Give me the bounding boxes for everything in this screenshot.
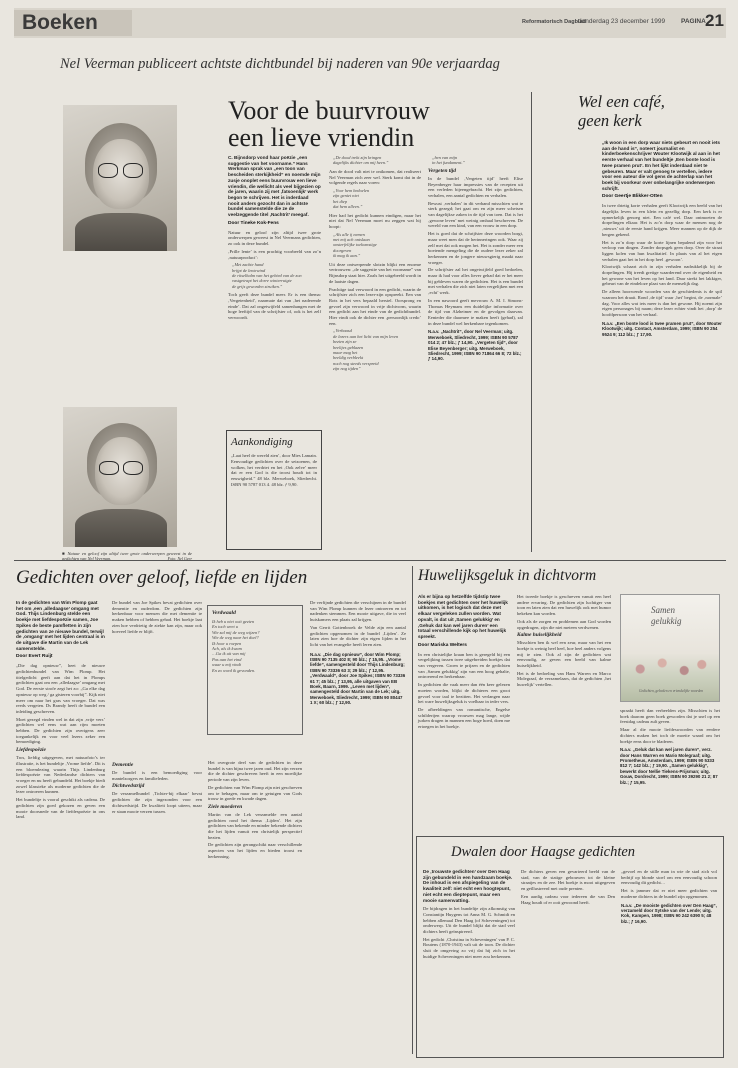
announcement-box (226, 430, 322, 550)
paragraph: De verfijnde gedichten die verschijnen in de bundel van Wim Plomp kunnen de lezer ontroeren en tot nadenken stemmen. Een mooie uitgave, die in veel huiskamers een plaats zal krijgen. (310, 600, 406, 623)
poem-box-text: Ik heb u niet ooit gezien En toch weet u Wie zal mij de weg wijzen? Wie de weg naar het doel? Ik hoor u roepen Ach, als ik kwam …Ga ik uit van mij Pas aan het eind waar u mij vindt En zo word ik gevonden. (212, 619, 260, 673)
article3-col2 (517, 594, 611, 690)
poem-excerpt: „Voor hem bedoelen zijn geniet niet het diep dat hem alleen.” (333, 187, 370, 210)
article1-col3 (428, 155, 523, 362)
paragraph: De schrijfster zal het ongetwijfeld goed bedoelen, maar ik had voor alles liever gehad dat er het meer bij gebleven waren de gedichten. Het is een bundel met verhalen die zich niet laten vergelijken met een ‚echt’ werk. (428, 267, 523, 296)
paragraph: Ook als de zorgen en problemen aan God worden opgedragen, zijn die niet meteen verdwenen. (517, 618, 611, 630)
paragraph: Het overgrote deel van de gedichten in deze bundel is van bijna twee jaren oud. Het zijn verzen die de dichter geschreven heeft in een moeilijke periode van zijn leven. (208, 760, 302, 783)
column-divider (531, 92, 532, 552)
paragraph: spraakt heeft dan verbeelden zijn. Misschien is het boek daarom geen boek geworden dat je snel op een feestdag cadeau zult geven. (620, 708, 720, 725)
paragraph: „Die dag opnieuw”, heet de nieuwe gedichtenbundel van Wim Plomp. Het titelgedicht geeft aan dat het in Plomps gedichten gaat om een ‚alledaagse’ omgang met God. De eerste strofe zegt het zo: „Ga elke dag opnieuw op weg / ga gisteren voorbij”. Kijk niet meer om naar het gras van vroeger. Dat was reeds vergeten. Ds Brandy heeft de bundel een inleiding geschreven. (16, 663, 105, 714)
section-divider (14, 560, 726, 561)
paragraph: Hier had het gedicht kunnen eindigen, maar het niet dat Nel Veerman moet nu zeggen wat hij hoopt: (329, 212, 421, 229)
poem-excerpt: „Met zachte hand brijpt de lentewind de ritselhalm van het gebied van de zon vastgetrapt het dorre winterruigte de grijs geworden struiken.” (232, 262, 302, 289)
paragraph: De bundel van Joe Spikes bevat gedichten over dementie en ouderdom. De gedichten zijn herkenbaar voor mensen die met dementie te maken hebben of hebben gehad. Het boekje laat zien hoe verdrietig de ziekte kan zijn, maar ook hoeveel liefde er blijft. (112, 600, 202, 634)
paragraph: De alleen hoorwende woorden van de geschiedenis is de spil waarom het draait. Rond ‚de tijd’ waar ‚het’ begint, de ‚normale’ dag. Voor alles wat iets meer is dan het gewone. Hij noemt zijn eigen personages bij naam; deze lezer echter vindt het ‚dorp’ de hoofdpersoon van het verhaal. (602, 289, 722, 317)
article3-subhead: Kalme huiselijkheid (517, 632, 562, 639)
paragraph: ‚Prille lente’ is een prachtig voorbeeld van zo’n ‚natuurproduct’: (228, 248, 321, 260)
paragraph: De gedichten van Wim Plomp zijn niet geschreven om te behagen, maar om te getuigen van Gods trouw in goede en kwade dagen. (208, 784, 302, 802)
paragraph: Het is goed dat de schrijfster deze woorden borgt, maar weet men dat de herinneringen ook. Waar zij zelf met dat ook mogen het. Het is zonder meer een boeiende mengeling die de oudere lezer zeker zal herkennen en de jongere nieuwsgierig maakt naar vroeger. (428, 231, 523, 265)
article2-subhead: Liefdespoëzie (16, 747, 46, 754)
paragraph: In gedichten die vaak meer dan één keer gelezen moeten worden, blijkt de dichteres een groot gevoel voor taal te bezitten. Het verlangen naar het ware huwelijksgeluk is voelbaar in ieder vers. (418, 682, 510, 705)
paragraph: Uit deze ontwerpende slotzin blijkt een enorme vertrouwen: „de suggestie van het voorname” van Bijnsdorp staat hier. Zoals het uitgebeeld wordt in de laatste dagen. (329, 261, 421, 284)
paragraph: „gevoel en de stille man in wie de stad zich vol bedrijf op blonde stoel om een eenvoudig schoon eenvoudig dit gedicht… (621, 869, 717, 886)
section-title: Boeken (22, 11, 98, 34)
article1-headline-line2: een lieve vriendin (228, 123, 415, 152)
paragraph: Klootwijk schaart zich in zijn verhalen nadrukkelijk bij de dorpelingen. Hij treedt gretige waarderend over de eigenheid en het gewone van het leven op het land. Daar strekt het lakkiger, gebeurt van de eindeloze plaat van de menselijk dag. (602, 264, 722, 287)
book-cover-title: Samen gelukkig (651, 605, 682, 626)
paragraph: Toch geeft deze bundel meer. Er is een thema: ‚Vergetenheid’, naarmate dat van ‚het naderende einde’. Dat zal ongetwijfeld samenhangen met de hoge leeftijd van de schrijfster of, ook is het zelf verwoordt. (228, 292, 321, 321)
article2-subhead: Dichtwedstrijd (112, 783, 145, 790)
paragraph: Het is jammer dat er niet meer gedichten van moderne dichters in de bundel zijn opgenomen. (621, 888, 717, 899)
photo-credit: Foto: Nel Geer (167, 556, 192, 562)
paragraph: Tros, liefdig uitgegeven, met natuurfoto’s ter illustratie, is het bundeltje ‚Vrome liefde’. Dit is een bloemlezing waarin Thijs Lindenburg liefdespoëzie van Nederlandse dichters van vroeger en nu heeft gebundeld. Het boekje biedt zowel klassieke als moderne gedichten die de lezer ontroeren kunnen. (16, 755, 105, 795)
paragraph: Moet gezegd vinden wel in dat zijn ‚vrije vers’ gedichten wel eens wat aan rijm moeten hebben. De gedichten zijn overigens zeer toegankelijk en voor veel lezers zeker een bemoediging. (16, 716, 105, 745)
paragraph: Bewust ‚verhalen’ in dit verband misschien wat te sterk gezegd; het gaat om en zijn meer schetsen van dagelijkse zaken in de tijd van toen. Dat is het ‚gewone leven’ met weinig omhaal beschreven. De wereld van een kind, van een vrouw in een dorp. (428, 200, 523, 229)
sidebar-lead: „Ik woon in een dorp waar niets gebeurt en nooit iets aan de hand is”, noteert journalist en kinderboekenschrijver Wouter Klootwijk al aan in het eerste verhaal van het bundeltje ‚Een bonte lood is twee pramen prut’. En het lijkt inderdaad niet te gebeuren. Maar er valt genoeg te vertellen, iedere voor een auteur die vol gens de achterlap van het boek bij voorkeur over onbelangrijke onderwerpen schrijft. (602, 140, 720, 191)
sidebar-headline-line2: geen kerk (578, 111, 642, 130)
article2-col2b (112, 760, 202, 816)
paragraph: Martin van de Lek verzamelde een aantal gedichten rond het thema ‚Lijden’. Het zijn gedichten van bekende en minder bekende dichters die het lijden vanuit een christelijk perspectief bezien. (208, 811, 302, 840)
article4-lead: De ‚trouwste gedichten’ over Den Haag zijn gebundeld in een handzaam boekje. De inhoud is een afspiegeling van de kwaliteit zelf: niet echt een hoogtepunt, niet echt een dieptepunt, maar een mooie samenvatting. (423, 869, 513, 903)
article4-col1 (423, 869, 515, 962)
paragraph: Prachtige taal verwoord in een gedicht, waarin de schrijfster zich een lezer-zijn opspreekt. Een van Rots in het vers bepaald herstel. Oorsprong en gevoel zijn verwoord in vrije dichtvorm, waarin een gedicht aan het einde van de gedichtbundel. Hier vindt ook de dichter een ‚persoonlijk credo’ een. (329, 286, 421, 326)
poem-box-title: Verdwaald (212, 610, 236, 616)
article4-headline: Dwalen door Haagse gedichten (451, 844, 636, 860)
article3-byline: Door Mariska Welters (418, 642, 467, 648)
sidebar-body (602, 140, 722, 337)
paragraph: Aan de dood valt niet te ontkomen, dat realiseert Nel Veerman zich zeer wel. Sterk komt dat in de volgende regels naar voren: (329, 168, 421, 186)
paragraph: De verzamelbundel ‚Tichter-bij elkaar’ bevat gedichten die zijn ingezonden voor een dichtwedstrijd. De kwaliteit loopt uiteen, maar er staan mooie verzen tussen. (112, 791, 202, 814)
paragraph: Het is zo’n dorp waar de korte lijnen bepalend zijn voor het verloop van dingen. Zonder dorpsgek geen dorp. Over de straat liggen kolen van hun kwalitatief. In plaats van al het eigen verhalen gaat het in het dorp heel ‚gewoon’. (602, 239, 722, 262)
article3-credit: N.a.v. „Geluk dat kan wel jaren duren”, verz. door Hans Warren en Mario Molegraaf; uitg. Prometheus, Amsterdam, 1999; ISBN 90 5333 812 7; 142 blz.; ƒ 19,90. „Samen gelukkig”, bewerkt door Nellie Tiekens-Prijsman; uitg. Gouw, Dordrecht, 1999; ISBN 90 39290 21 2; 87 blz.; ƒ 15,95. (620, 747, 718, 785)
portrait-photo-top (63, 105, 177, 251)
paragraph: Van Gerrit Gottenbroek de Velde zijn een aantal gedichten opgenomen in de bundel ‚Lijden’. Ze laten zien hoe de dichter zijn eigen lijden in het licht van het evangelie heeft leren zien. (310, 624, 406, 647)
paragraph: In een nawoord geeft mevrouw A. M. I. Simons-Thomas Heymans een duidelijke informatie over de tijd van Alzheimer en de gevolgen daarvan. Eenieder die daarmee te maken heeft (gehad), zal in deze bundel wel herkenbare tegenkomen. (428, 297, 523, 326)
article2-subhead: Dementie (112, 762, 134, 768)
poem-excerpt: „De dood trekt zijn kringen dagelijks dichter om mij heen.” (333, 155, 389, 166)
paragraph: Misschien ben ik wel een zeur, maar van het een boekje is weinig heel heel, hoe heel anders volgens mij te zien. Ook al zijn de gedichten wat eenvoudig, ze geven een beeld van kalme huiselijkheid. (517, 640, 612, 669)
paragraph: Maar al die mooie liefdeswoorden van eerdere dichters maken het toch de moeite waard om het boekje eens door te bladeren. (620, 727, 720, 744)
masthead (14, 8, 726, 38)
paragraph: Een aardig cadeau voor iedereen die van Den Haag houdt of er ooit gewoond heeft. (521, 893, 615, 905)
paper-name: Reformatorisch Dagblad (522, 19, 586, 25)
paragraph: In twee drietig korte verhalen geeft Klootwijk een beeld van het dagelijks leven in een klein en gezellig dorp. Een kerk is er opmerkelijk genoeg niet. Een café wel. Daar ontmoeten de dorpelingen elkaar. Het is zo’n dorp waar de mensen nog de ‚nieuws’ uit de eerste hand krijgen. Meer mannen op de dijk de bergen gekend. (602, 203, 722, 237)
poem-box (207, 605, 303, 735)
paragraph: De afbeeldingen van romantische, Engelse schilderijen waarop vrouwen mag lange, wijde jurken dragen in mannen een hoge hoed, doen me ertoegen in het boekje. (418, 706, 510, 730)
paragraph: Het is de bedoeling van Hans Warren en Marco Molegraaf, de verzamelaars, dat de gedichten ‚het huwelijk’ vertellen. (517, 670, 611, 688)
page-number: 21 (705, 11, 724, 30)
sidebar-credit: N.a.v. „Een bonte lood is twee pramen prut”, door Wouter Klootwijk; uitg. Contact, Amsterdam, 1999; ISBN 90 254 9524 9; 112 blz.; ƒ 17,90. (602, 320, 722, 337)
article1-col2 (329, 155, 421, 372)
sidebar-headline (578, 92, 718, 130)
article3-headline: Huwelijksgeluk in dichtvorm (418, 567, 597, 584)
article1-lead: C. Bijnsdorp vond haar poëzie „een suggestie van het voorname.” Hans Werkman sprak van „een toon van bescheiden sterkijkheid” en noemde mijn zusje onoplet eens buurvrouw een lieve vriendin, die wellicht als veel bijgezien op de jaren, waarin zij met ‚fatsoenlijk’ werk begon te schrijven. Het is inderdaad nooit anders gezocht dan in achtste bundel samenstelde die ze de veelzeggende titel ‚Nachtrit’ meegaf. (228, 155, 321, 218)
article4-box (416, 836, 724, 1058)
sidebar-byline: Door Geertje Blikker-Otten (602, 194, 663, 200)
article4-col3 (621, 869, 717, 924)
article1-headline (228, 97, 518, 151)
paragraph: Het bundeltje is vooral geschikt als cadeau. De gedichten zijn goed gekozen en geven een mooie doorsnede van de liefdespoëzie in ons land. (16, 797, 105, 820)
article2-col3 (208, 760, 302, 862)
sidebar-headline-line1: Wel een café, (578, 92, 665, 111)
article1-headline-line1: Voor de buurvrouw (228, 96, 430, 125)
masthead-date: donderdag 23 december 1999 (578, 18, 666, 25)
article4-col2 (521, 869, 615, 907)
paragraph: In een christelijke kraan ben is geregeld bij een vergelijking tussen twee uitgebreiden boekjes dat van vergeven. Groen te prijzen en de gedichten van ‚Samen gelukkig’ zijn van een hoog gehalte, ontroerend en herkenbaar. (418, 651, 510, 680)
article2-headline: Gedichten over geloof, liefde en lijden (16, 567, 308, 588)
paragraph: Het gedicht ‚Christina in Scheveningen’ van P. C. Boutens (1870-1943) valt uit de toon. De dichter sluit de omgeving zo vrij dat hij zich in het huidige Scheveningen niet meer zou herkennen. (423, 936, 515, 959)
photo-caption: ■ Natuur en geloof zijn altijd twee grote onderwerpen geweest in de gedichten van Nel Veerman. Foto: Nel Geer (62, 551, 192, 562)
book-cover-caption: Gedichten, gebeden en vriendelijke woorden (638, 689, 704, 693)
paragraph: De bijdragen in het bundeltje zijn afkomstig van Constantijn Huygens tot Anna M. G. Schmidt en hebben allemaal Den Haag (of Scheveningen) tot onderwerp. Uit de bundel blijkt dat de stad veel dichters heeft geïnspireerd. (423, 906, 515, 935)
paragraph: In de bundel ‚Vergeten tijd’ heeft Elise Beyenberger haar impressies van de recepten uit een verleden bijeengebracht. Het zijn gedichten, verhalen, een aantal gedichten en verhalen. (428, 175, 523, 198)
article2-byline: Door Evert Ruijt (16, 654, 53, 660)
article1-credit: N.a.v. „Nachtrit”, door Nel Veerman; uitg. Merweboek, Sliedrecht, 1999; ISBN 90 5787 014 2; 47 blz.; ƒ 14,90. „Vergeten tijd”, door Elise Beyenberger; uitg. Merweboek, Sliedrecht, 1999; ISBN 90 71864 66 8; 72 blz.; ƒ 14,90. (428, 329, 522, 362)
page-label: PAGINA (681, 18, 706, 25)
poem-excerpt: „Als alle ij nemen met mij ach ontslaan onsterfelijke toekomstige doorgeven ik mag ik aan.” (333, 231, 377, 259)
paragraph: Natuur en geloof zijn altijd twee grote onderwerpen geweest in Nel Veermans gedichten, zo ook in deze bundel. (228, 229, 321, 247)
paragraph: De bundel is een bemoediging voor mantelzorgers en familieleden. (112, 770, 202, 781)
kicker: Nel Veerman publiceert achtste dichtbundel bij naderen van 90e verjaardag (60, 56, 500, 72)
article3-col3 (620, 708, 720, 785)
article2-subhead: Ziele moederen (208, 803, 243, 810)
announcement-text: „Laat heel de wereld zien’, door Mies Lamain. Eenvoudige gedichten over de seizoenen, de wolken, het verdriet en het ‚Ook zelve’ meer dat er een God is die troost houdt tot in eeuwigheid.” 48 blz. Merweboek, Sliedrecht. ISBN 90 5787 013 4. 48 blz. ƒ 9,90. (231, 453, 317, 487)
article2-lead: In de gedichten van Wim Plomp gaat het om ‚een ‚alledaagse’ omgang met God. Thijs Lindenburg stelde een boekje met liefdespoëzie samen, Joe Spikes de beste pamfletten in zijn gedichten van ze nieuwe bundel, terwijl de ‚omgang’ met het lijden centraal is in de uitgave die Martin van de Lek samenstelde. (16, 600, 105, 651)
flower-motif-icon (627, 651, 715, 681)
article3-lead: Als er bijna op hetzelfde tijdstip twee boekjes met gedichten over het huwelijk uitkomen, is het logisch dat deze met elkaar vergeleken zullen worden. Wat opvalt, is dat uit ‚Samen gelukkig’ en ‚Gehuk dat kan wel jaren duren’ een totaal verschillende kijk op het huwelijk spreekt. (418, 594, 508, 639)
article2-col2 (112, 600, 202, 636)
article1-col1 (228, 155, 321, 323)
article1-byline: Door Tineke Kok-Fens (228, 220, 279, 226)
portrait-photo-bottom (63, 407, 177, 547)
article2-col4 (310, 600, 406, 706)
paragraph: De dichters geven een gevarieerd beeld van de stad, van de statige gebouwen tot de kleine straatjes en de zee. Het boekje is mooi uitgegeven en geïllustreerd met oude prenten. (521, 869, 615, 892)
article2-col1 (16, 600, 105, 822)
book-cover-illustration (620, 594, 720, 702)
poem-excerpt: „ben van mijn in het fundament.” (432, 155, 466, 166)
article2-credit: N.a.v. „Die dag opnieuw”, door Wim Plomp; ISBN 90 7135 402 8; 90 blz.; ƒ 15,95. „Vrome liefde”, samengesteld door Thijs Lindenburg; ISBN 90 73336 63 3; 29 blz.; ƒ 12,95. „Verdwaald”, door Joe Spikes; ISBN 90 73336 61 7; 45 blz.; ƒ 13,95, alle uitgaven van EB Boek, Baarn, 1999. „Leven met lijden”, samengesteld door Martin van de Lek; uitg. Merweboek, Sliedrecht, 1999; ISBN 90 80447 1 X; 60 blz.; ƒ 12,90. (310, 651, 406, 706)
paragraph: De gedichten zijn gerangschikt naar verschillende aspecten van het lijden en bieden troost en herkenning. (208, 842, 302, 859)
article4-credit: N.a.v. „De mooiste gedichten over Den Haag”, verzameld door Sytske van der Lende; uitg. Kok, Kampen, 1998; ISBN 90 242 6390 5; 48 blz.; ƒ 16,90. (621, 902, 717, 924)
article1-subhead: Vergeten tijd (428, 167, 456, 174)
paragraph: Het tweede boekje is geschreven vanuit een heel andere ervaring. De gedichten zijn luchtiger van toon en laten zien dat een huwelijk ook met humor bekeken kan worden. (517, 594, 611, 617)
column-divider (412, 566, 413, 1054)
poem-excerpt: „Verbaasd de lezers aan het licht van mijn leven bezien zijn ze beeltjes geblazen maar mag het beeldig verbleekt noch nog steeds verspreid zijn nog tijden” (333, 328, 399, 372)
article3-col1 (418, 594, 510, 732)
announcement-title: Aankondiging (231, 436, 293, 448)
